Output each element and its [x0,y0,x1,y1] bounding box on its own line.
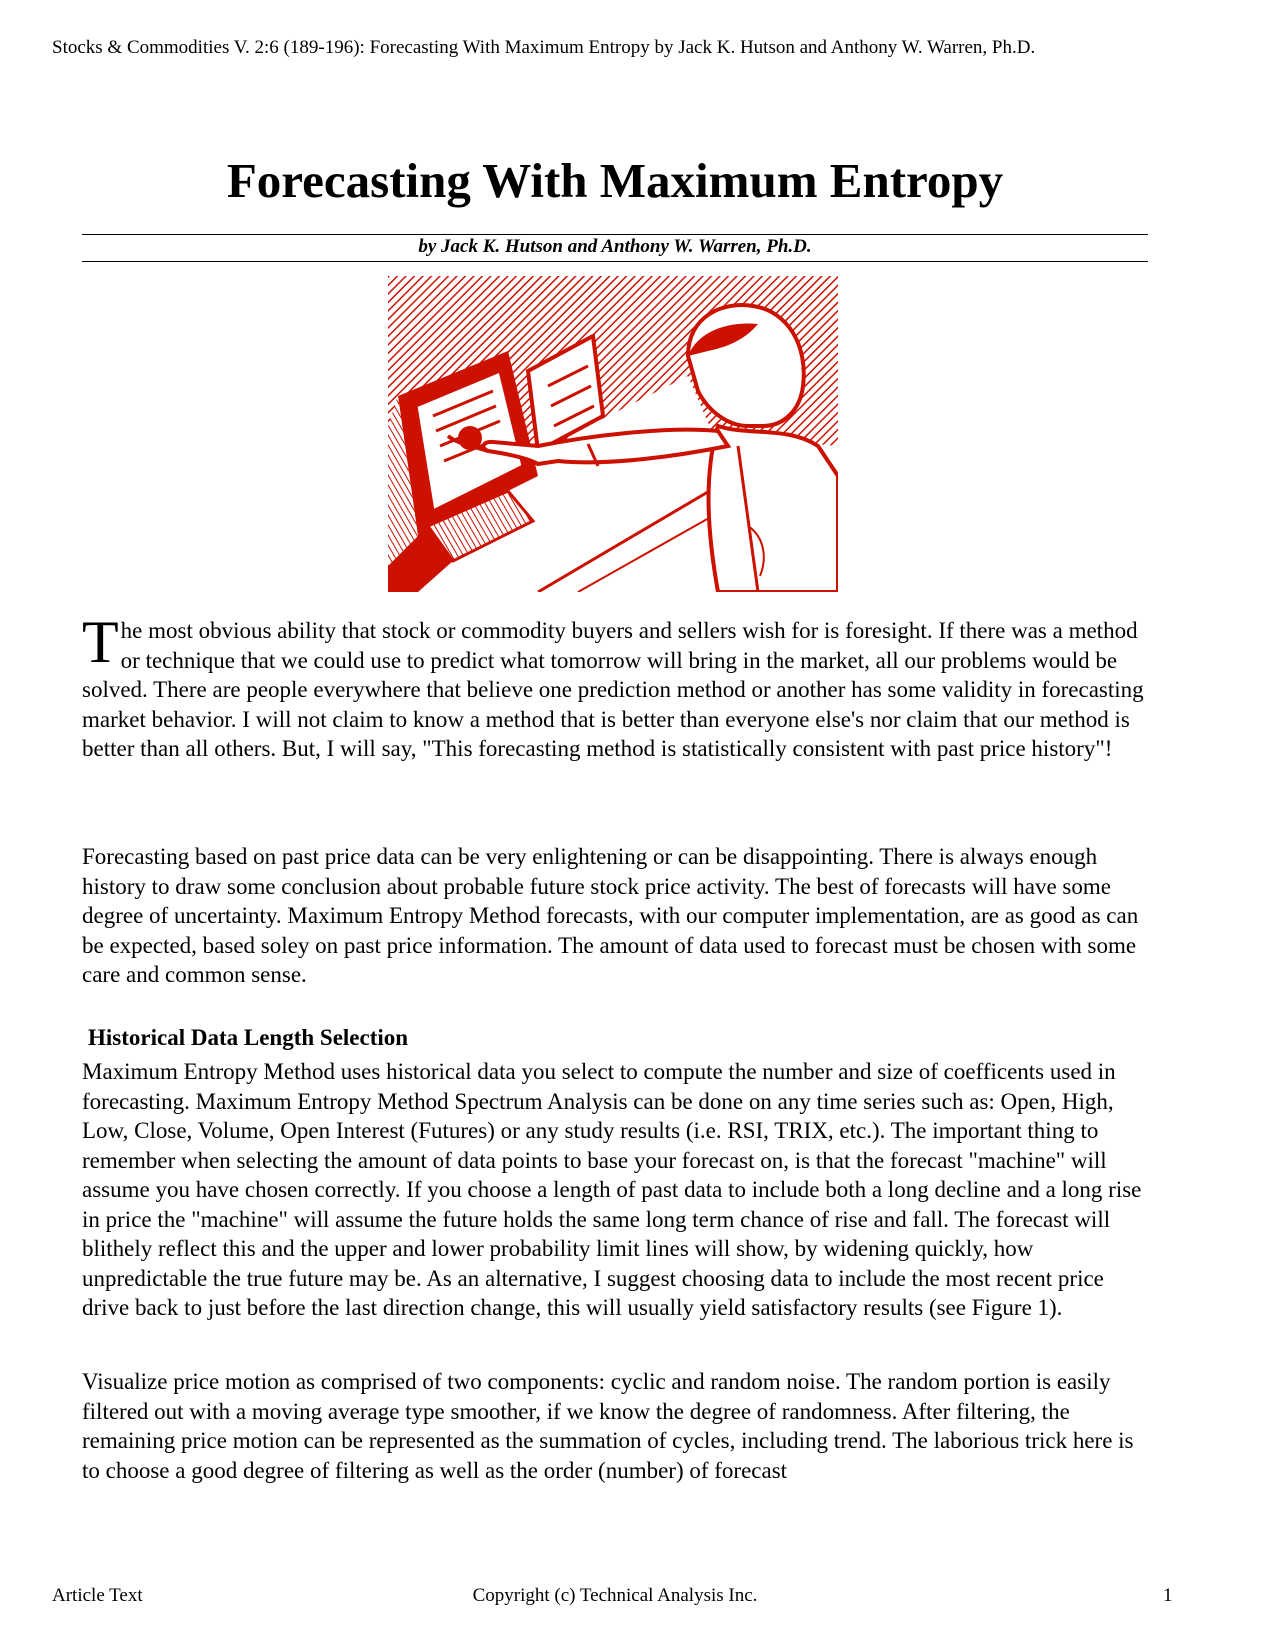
paragraph-3: Maximum Entropy Method uses historical data you select to compute the number and size of coefficents used in forecasting. Maximum Entropy Method Spectrum Analysis can be done on any time series such as: Open, High, Low, Close, Volume, Open Interest (Futures) or any study results (i.e. RSI, TRIX, etc.). The important thing to remember when selecting the amount of data points to base your forecast on, is that the forecast "machine" will assume you have chosen correctly. If you choose a length of past data to include both a long decline and a long rise in price the "machine" will assume the future holds the same long term chance of rise and fall. The forecast will blithely reflect this and the upper and lower probability limit lines will show, by widening quickly, how unpredictable the true future may be. As an alternative, I suggest choosing data to include the most recent price drive back to just before the last direction change, this will usually yield satisfactory results (see Figure 1). [82,1059,1142,1320]
byline-bottom-rule [82,261,1148,262]
paragraph-intro-text: he most obvious ability that stock or commodity buyers and sellers wish for is foresight. If there was a method or technique that we could use to predict what tomorrow will bring in the market, all our problems would be solved. There are people everywhere that believe one prediction method or another has some validity in forecasting market behavior. I will not claim to know a method that is better than everyone else's nor claim that our method is better than all others. But, I will say, "This forecasting method is statistically consistent with past price history"! [82,618,1144,761]
footer-label: Article Text [52,1585,143,1606]
paragraph-intro [82,609,1148,764]
paragraph-4: Visualize price motion as comprised of two components: cyclic and random noise. The random portion is easily filtered out with a moving average type smoother, if we know the degree of randomness. After filtering, the remaining price motion can be represented as the summation of cycles, including trend. The laborious trick here is to choose a good degree of filtering as well as the order (number) of forecast [82,1369,1134,1483]
paragraph-2: Forecasting based on past price data can be very enlightening or can be disappointing. There is always enough history to draw some conclusion about probable future stock price activity. The best of forecasts will have some degree of uncertainty. Maximum Entropy Method forecasts, with our computer implementation, are as good as can be expected, based soley on past price information. The amount of data used to forecast must be chosen with some care and common sense. [82,844,1139,987]
article-title: Forecasting With Maximum Entropy [226,153,1004,208]
running-header: Stocks & Commodities V. 2:6 (189-196): Forecasting With Maximum Entropy by Jack K. Hutson and Anthony W. Warren, Ph.D. [52,37,1036,58]
drop-cap: T [82,609,119,675]
page-number: 1 [1163,1585,1173,1606]
byline-top-rule [82,234,1148,235]
computer-user-illustration [388,276,838,592]
article-byline: by Jack K. Hutson and Anthony W. Warren, Ph.D. [418,236,812,257]
section-heading: Historical Data Length Selection [88,1025,409,1050]
footer-copyright: Copyright (c) Technical Analysis Inc. [472,1585,758,1606]
